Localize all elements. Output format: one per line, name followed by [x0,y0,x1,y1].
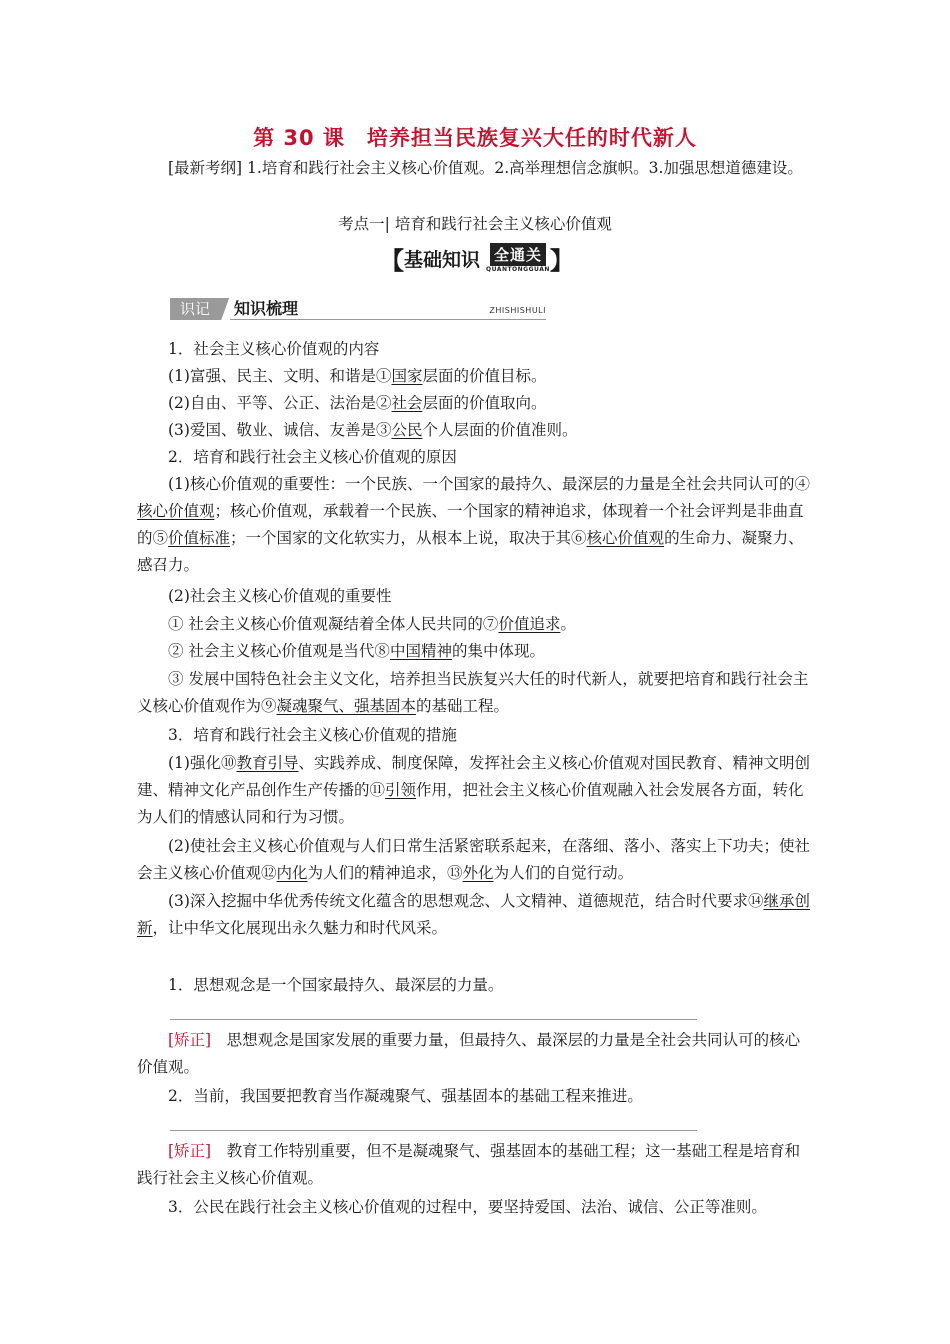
banner-left-bracket: 【 [380,246,404,275]
answer-10: 教育引导 [236,754,299,772]
section-heading: 考点一| 培育和践行社会主义核心价值观 [338,215,612,233]
answer-1: 国家 [391,367,423,385]
tag-slash [220,298,230,320]
item-1-2: (2)自由、平等、公正、法治是②社会层面的价值取向。 [168,394,547,412]
knowledge-label: 知识梳理 [234,299,299,318]
judge-question-1: 1．思想观念是一个国家最持久、最深层的力量。 [168,976,504,994]
judge-question-3: 3．公民在践行社会主义核心价值观的过程中，要坚持爱国、法治、诚信、公正等准则。 [168,1198,767,1216]
answer-6: 核心价值观 [586,529,665,547]
item-1-3: (3)爱国、敬业、诚信、友善是③公民个人层面的价值准则。 [168,421,578,439]
answer-3: 公民 [391,421,423,439]
banner-right-bracket: 】 [549,246,574,275]
item-1-1: (1)富强、民主、文明、和谐是①国家层面的价值目标。 [168,367,547,385]
kaogang-paragraph [137,155,813,182]
knowledge-header-bar [170,298,546,320]
heading-1: 1．社会主义核心价值观的内容 [168,340,380,358]
correction-tag: [矫正] [168,1031,212,1049]
badge-english: QUANTONGGUAN [486,266,550,273]
paragraph-3-2: (2)使社会主义核心价值观与人们日常生活紧密联系起来，在落细、落小、落实上下功夫；使社会主义核心价值观⑫内化为人们的精神追求，⑬外化为人们的自觉行动。 [137,837,810,882]
judge-question-2: 2．当前，我国要把教育当作凝魂聚气、强基固本的基础工程来推进。 [168,1087,643,1105]
memorize-tag: 识记 [170,298,220,320]
kaogang-tag: [最新考纲] [168,159,243,177]
answer-12: 内化 [276,864,308,882]
correction-1: [矫正] 思想观念是国家发展的重要力量，但最持久、最深层的力量是全社会共同认可的核心价值观。 [137,1031,801,1076]
paragraph-3-1: (1)强化⑩教育引导、实践养成、制度保障，发挥社会主义核心价值观对国民教育、精神文明创建、精神文化产品创作生产传播的⑪引领作用，把社会主义核心价值观融入社会发展各方面，转化为人们的情感认同和行为习惯。 [137,754,810,826]
answer-13: 外化 [462,864,494,882]
badge-label: 全通关 [490,243,546,266]
kaogang-text: 1.培育和践行社会主义核心价值观。2.高举理想信念旗帜。3.加强思想道德建设。 [242,159,803,177]
answer-7: 价值追求 [498,615,561,633]
item-2-2-2: ② 社会主义核心价值观是当代⑧中国精神的集中体现。 [168,642,545,660]
page-title: 第 30 课 培养担当民族复兴大任的时代新人 [253,126,697,150]
knowledge-english: ZHISHISHULI [489,306,546,315]
answer-line-1 [170,1019,697,1020]
answer-9: 凝魂聚气、强基固本 [276,697,417,715]
paragraph-2-2: (2)社会主义核心价值观的重要性 [168,587,392,605]
answer-8: 中国精神 [389,642,452,660]
paragraph-2-1: (1)核心价值观的重要性：一个民族、一个国家的最持久、最深层的力量是全社会共同认可的④核心价值观；核心价值观，承载着一个民族、一个国家的精神追求，体现着一个社会评判是非曲直的⑤价值标准；一个国家的文化软实力，从根本上说，取决于其⑥核心价值观的生命力、凝聚力、感召力。 [137,475,810,574]
answer-4: 核心价值观 [137,502,215,520]
answer-11: 引领 [385,781,417,799]
item-2-2-3: ③ 发展中国特色社会主义文化，培养担当民族复兴大任的时代新人，就要把培育和践行社会主义核心价值观作为⑨凝魂聚气、强基固本的基础工程。 [137,670,809,715]
item-2-2-1: ① 社会主义核心价值观凝结着全体人民共同的⑦价值追求。 [168,615,576,633]
answer-5: 价值标准 [168,529,231,547]
paragraph-3-3: (3)深入挖掘中华优秀传统文化蕴含的思想观念、人文精神、道德规范，结合时代要求⑭继承创新，让中华文化展现出永久魅力和时代风采。 [137,892,810,937]
header-underline [230,319,546,320]
heading-3: 3．培育和践行社会主义核心价值观的措施 [168,726,457,744]
basic-knowledge-banner [380,243,574,273]
banner-badge [486,243,550,273]
correction-tag: [矫正] [168,1142,212,1160]
answer-14: 继承创新 [137,892,810,937]
answer-line-2 [170,1130,697,1131]
banner-text: 基础知识 [404,248,481,271]
heading-2: 2．培育和践行社会主义核心价值观的原因 [168,448,457,466]
correction-2: [矫正] 教育工作特别重要，但不是凝魂聚气、强基固本的基础工程；这一基础工程是培育和践行社会主义核心价值观。 [137,1142,801,1187]
answer-2: 社会 [391,394,423,412]
